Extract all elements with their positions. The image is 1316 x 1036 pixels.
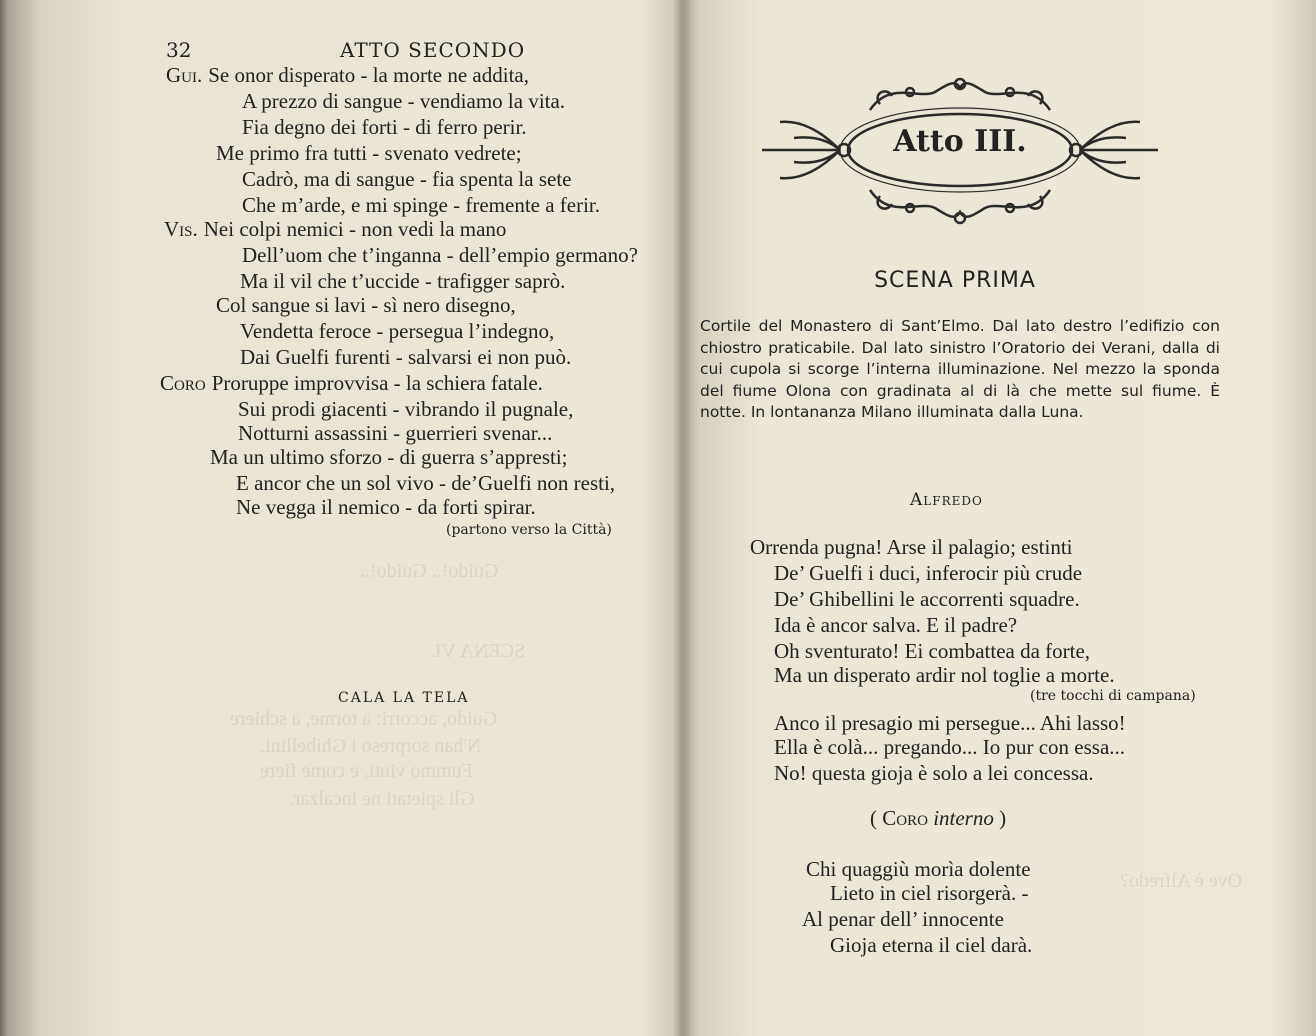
stage-direction: (tre tocchi di campana)	[1030, 688, 1196, 704]
verse-line: Dai Guelfi furenti - salvarsi ei non può.	[240, 345, 572, 369]
verse-line: E ancor che un sol vivo - de’Guelfi non resti,	[236, 471, 616, 495]
verse-line: Col sangue si lavi - sì nero disegno,	[216, 293, 516, 317]
verse-line: A prezzo di sangue - vendiamo la vita.	[242, 89, 566, 113]
verse-line: Gui. Se onor disperato - la morte ne addita,	[166, 63, 529, 87]
show-through-text: SCENA VI.	[430, 640, 526, 662]
show-through-text: Ove è Alfredo?	[1120, 870, 1243, 892]
verse-line: Oh sventurato! Ei combattea da forte,	[774, 639, 1091, 663]
chorus-line: Gioja eterna il ciel darà.	[830, 933, 1033, 957]
scene-title: SCENA PRIMA	[874, 268, 1036, 293]
verse-line: Orrenda pugna! Arse il palagio; estinti	[750, 535, 1073, 559]
show-through-text: Gli spietati ne incalzar.	[290, 788, 475, 810]
speaker-label: Coro	[160, 371, 206, 395]
verse-line: Me primo fra tutti - svenato vedrete;	[216, 141, 522, 165]
verse-line: Anco il presagio mi persegue... Ahi lasso!	[774, 711, 1126, 735]
show-through-text: Guido!.. Guido!..	[360, 560, 499, 582]
scene-setting-description: Cortile del Monastero di Sant’Elmo. Dal lato destro l’edifizio con chiostro praticabile. Dal lato sinistro l’Oratorio dei Verani, dalla di cui cupola si scorge l’interna illuminazione. Nel mezzo la sponda del fiume Olona con gradinata al di là che mette sul fiume. È notte. In lontananza Milano illuminata dalla Luna.	[700, 317, 1220, 422]
left-page	[30, 0, 680, 1036]
verse-line: Ma un disperato ardir nol toglie a morte.	[774, 663, 1115, 687]
verse-line: Vendetta feroce - persegua l’indegno,	[240, 319, 555, 343]
verse-line: Ida è ancor salva. E il padre?	[774, 613, 1018, 637]
stage-direction: (partono verso la Città)	[446, 522, 612, 538]
running-head: ATTO SECONDO	[340, 38, 526, 62]
verse-line: No! questa gioja è solo a lei concessa.	[774, 761, 1094, 785]
verse-line: De’ Ghibellini le accorrenti squadre.	[774, 587, 1080, 611]
verse-line: Ma il vil che t’uccide - trafigger saprò.	[240, 269, 566, 293]
chorus-line: Lieto in ciel risorgerà. -	[830, 881, 1029, 905]
verse-line: Vis. Nei colpi nemici - non vedi la mano	[164, 217, 507, 241]
page-number: 32	[166, 38, 192, 62]
verse-line: Sui prodi giacenti - vibrando il pugnale,	[238, 397, 574, 421]
show-through-text: Fummo vinti, e come fiere	[260, 760, 473, 782]
verse-line: Ella è colà... pregando... Io pur con essa...	[774, 735, 1126, 759]
verse-line: Notturni assassini - guerrieri svenar...	[238, 421, 553, 445]
verse-line: Ne vegga il nemico - da forti spirar.	[236, 495, 536, 519]
verse-line: Coro Proruppe improvvisa - la schiera fatale.	[160, 371, 543, 395]
verse-line: Cadrò, ma di sangue - fia spenta la sete	[242, 167, 572, 191]
chorus-heading: ( Coro interno )	[870, 806, 1007, 830]
verse-line: Dell’uom che t’inganna - dell’empio germano?	[242, 243, 638, 267]
show-through-text: Guido, accorri: a torme, a schiere	[230, 708, 498, 730]
act-title: Atto III.	[893, 124, 1027, 159]
verse-line: De’ Guelfi i duci, inferocir più crude	[774, 561, 1083, 585]
right-page	[690, 0, 1316, 1036]
verse-line: Che m’arde, e mi spinge - fremente a ferir.	[242, 193, 601, 217]
verse-line: Ma un ultimo sforzo - di guerra s’appresti;	[210, 445, 568, 469]
speaker-label: Vis.	[164, 217, 198, 241]
curtain-line: CALA LA TELA	[338, 690, 470, 706]
chorus-line: Chi quaggiù morìa dolente	[806, 857, 1031, 881]
chorus-line: Al penar dell’ innocente	[802, 907, 1004, 931]
show-through-text: N'han sorpreso i Ghibellini.	[260, 735, 482, 757]
verse-line: Fia degno dei forti - di ferro perir.	[242, 115, 527, 139]
character-name: Alfredo	[910, 490, 983, 510]
speaker-label: Gui.	[166, 63, 203, 87]
